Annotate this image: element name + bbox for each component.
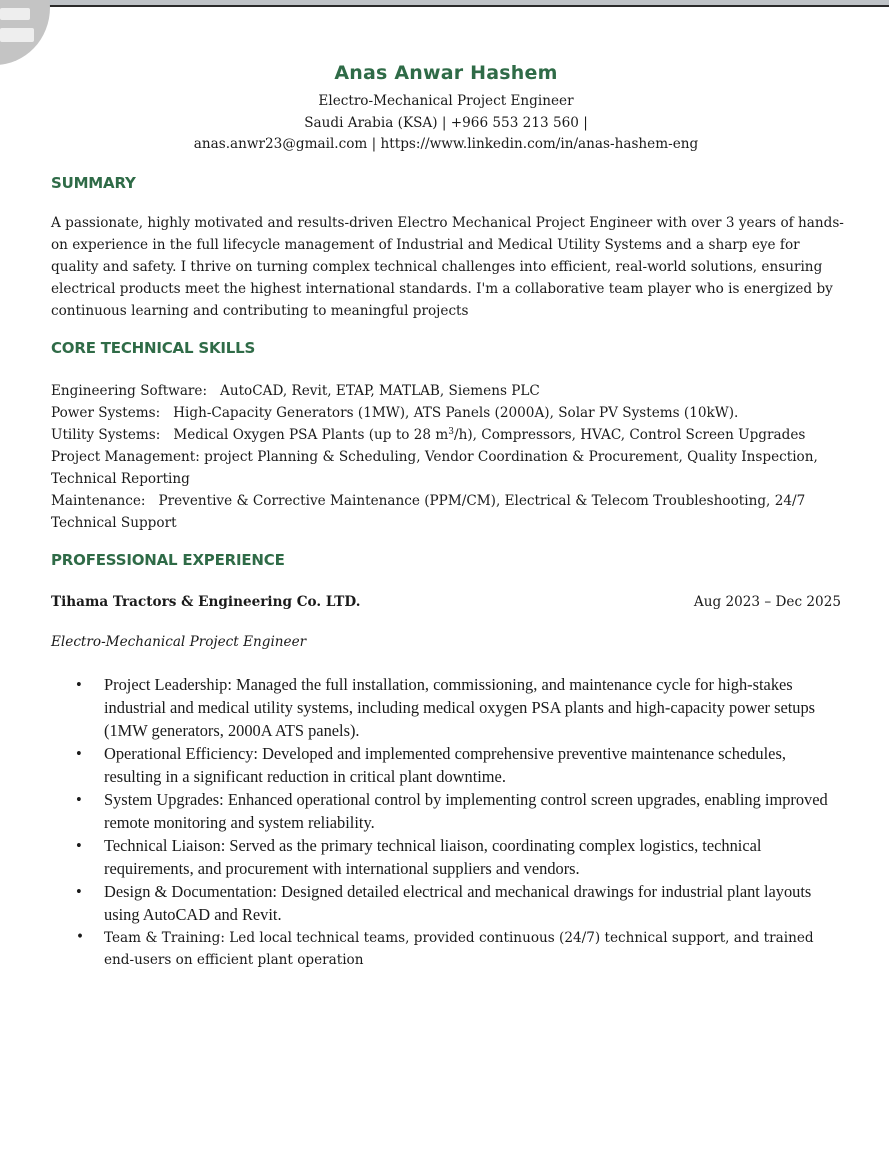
bullet-text: System Upgrades: Enhanced operational control by implementing control screen upgrades, enabling improved remote monitoring and system reliability.: [104, 790, 828, 832]
skill-value: Preventive & Corrective Maintenance (PPM/CM), Electrical & Telecom Troubleshooting, 24/7 Technical Support: [51, 493, 806, 531]
corner-app-icon: [0, 0, 50, 65]
bullet-icon: •: [76, 790, 82, 809]
window-top-bar: [0, 0, 889, 7]
bullet-text: Operational Efficiency: Developed and implemented comprehensive preventive maintenance schedules, resulting in a significant reduction in critical plant downtime.: [104, 744, 786, 786]
skill-label: Power Systems:: [51, 405, 174, 421]
superscript: 3: [448, 427, 455, 437]
summary-text: A passionate, highly motivated and results-driven Electro Mechanical Project Engineer with over 3 years of hands-on experience in the full lifecycle management of Industrial and Medical Utility Systems and a sharp eye for quality and safety. I thrive on turning complex technical challenges into efficient, real-world solutions, ensuring electrical products meet the highest international standards. I'm a collaborative team player who is energized by continuous learning and contributing to meaningful projects: [51, 215, 844, 319]
job-dates: Aug 2023 – Dec 2025: [693, 594, 841, 610]
section-title-skills: CORE TECHNICAL SKILLS: [51, 339, 256, 357]
section-title-experience: PROFESSIONAL EXPERIENCE: [51, 551, 285, 569]
bullet-text: Team & Training: Led local technical teams, provided continuous (24/7) technical support, and trained end-users on efficient plant operation: [104, 930, 814, 968]
skill-label: Engineering Software:: [51, 383, 221, 399]
section-title-summary: SUMMARY: [51, 174, 136, 192]
bullet-item: [51, 834, 841, 880]
bullet-icon: •: [76, 675, 82, 694]
company-name: Tihama Tractors & Engineering Co. LTD.: [51, 594, 361, 610]
bullet-item: [51, 742, 841, 788]
job-bullets: [51, 673, 841, 971]
bullet-item: [51, 926, 841, 971]
skill-value: AutoCAD, Revit, ETAP, MATLAB, Siemens PLC: [220, 383, 540, 399]
bullet-icon: •: [76, 882, 82, 901]
contact-email-linkedin: anas.anwr23@gmail.com | https://www.linkedin.com/in/anas-hashem-eng: [193, 136, 699, 152]
bullet-item: [51, 880, 841, 926]
bullet-text: Project Leadership: Managed the full installation, commissioning, and maintenance cycle for high-stakes industrial and medical utility systems, including medical oxygen PSA plants and high-capacity power setups (1MW generators, 2000A ATS panels).: [104, 675, 816, 740]
skill-line-utility: [51, 424, 841, 446]
bullet-text: Design & Documentation: Designed detailed electrical and mechanical drawings for industrial plant layouts using AutoCAD and Revit.: [104, 882, 812, 924]
skills-list: [51, 380, 841, 534]
skill-value: /h), Compressors, HVAC, Control Screen Upgrades: [454, 427, 806, 443]
bullet-icon: •: [76, 836, 82, 855]
skill-line-software: [51, 380, 841, 402]
bullet-text: Technical Liaison: Served as the primary technical liaison, coordinating complex logistics, technical requirements, and procurement with international suppliers and vendors.: [104, 836, 762, 878]
skill-label: Maintenance:: [51, 493, 159, 509]
skill-value: Medical Oxygen PSA Plants (up to 28 m: [173, 427, 449, 443]
bullet-icon: •: [76, 929, 85, 945]
skill-line-project-management: [51, 446, 841, 490]
bullet-item: [51, 673, 841, 742]
bullet-item: [51, 788, 841, 834]
skill-value: project Planning & Scheduling, Vendor Coordination & Procurement, Quality Inspection, Technical Reporting: [51, 449, 818, 487]
skill-label: Project Management:: [51, 449, 205, 465]
candidate-title: Electro-Mechanical Project Engineer: [318, 93, 574, 109]
corner-icon-notch: [0, 28, 34, 42]
skill-value: High-Capacity Generators (1MW), ATS Panels (2000A), Solar PV Systems (10kW).: [173, 405, 739, 421]
job-role: Electro-Mechanical Project Engineer: [51, 634, 307, 650]
skill-label: Utility Systems:: [51, 427, 174, 443]
skill-line-power: [51, 402, 841, 424]
candidate-name: Anas Anwar Hashem: [334, 62, 558, 84]
job-header: [51, 594, 841, 610]
bullet-icon: •: [76, 744, 82, 763]
corner-icon-notch: [0, 8, 30, 20]
skill-line-maintenance: [51, 490, 841, 534]
contact-location-phone: Saudi Arabia (KSA) | +966 553 213 560 |: [304, 115, 588, 131]
